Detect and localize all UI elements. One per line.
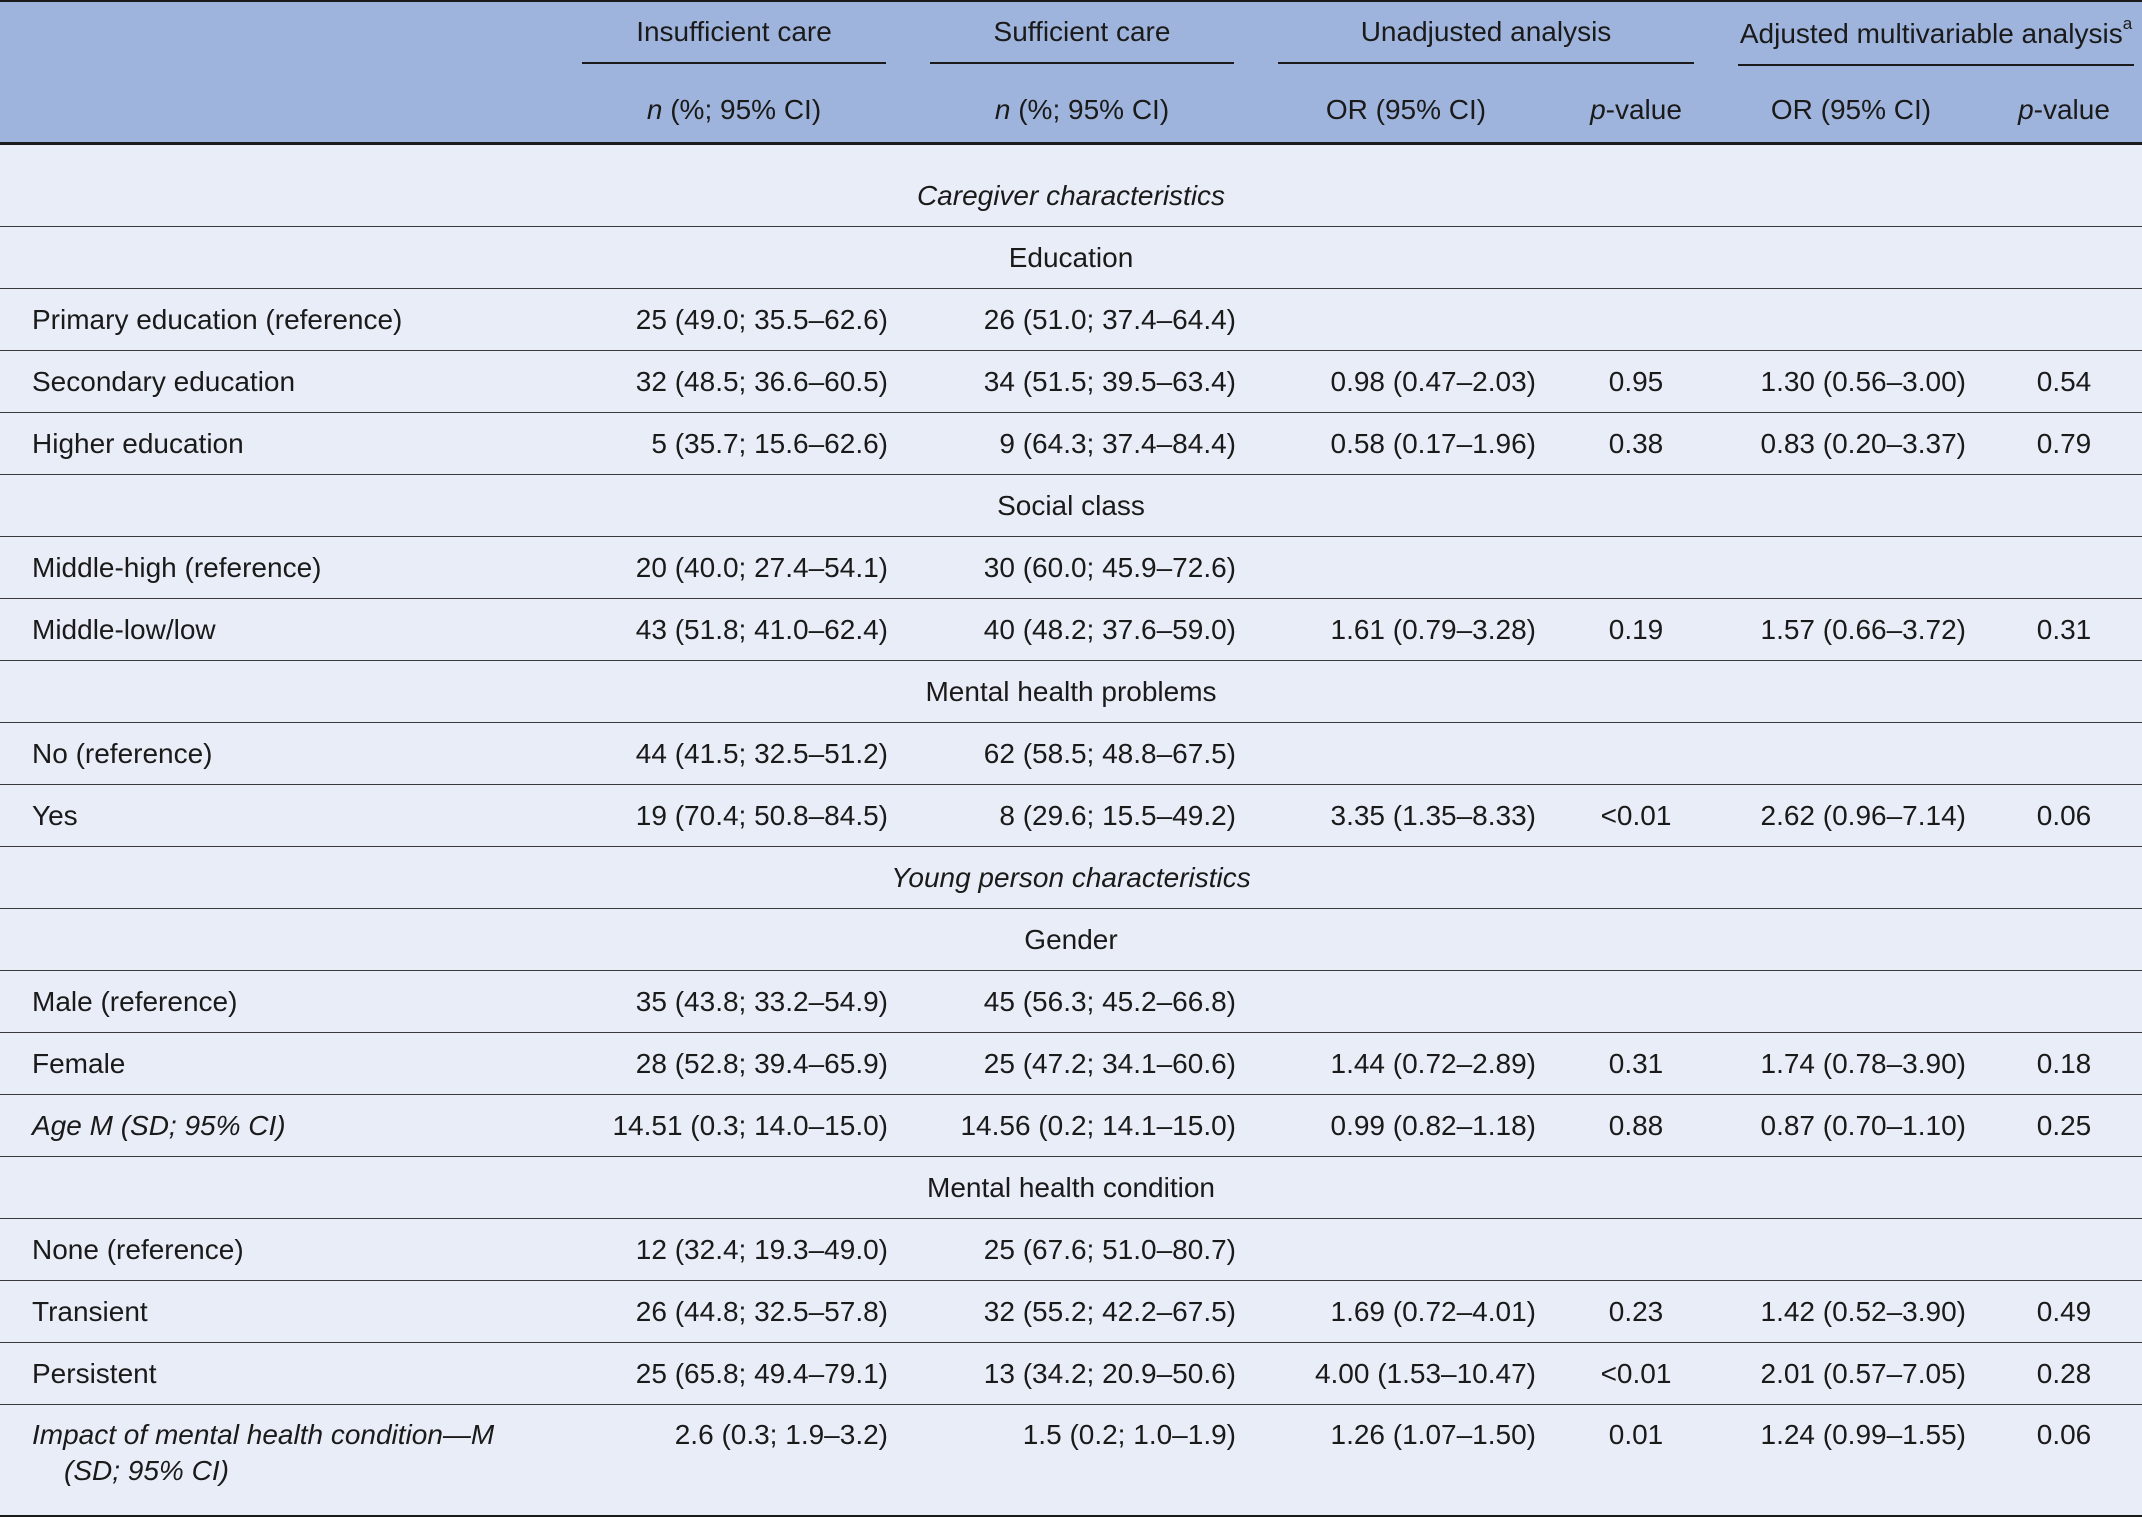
group-gender: Gender: [0, 909, 2142, 971]
header-n-sufficient: n (%; 95% CI): [908, 78, 1256, 144]
section-young-person: Young person characteristics: [0, 847, 2142, 909]
row-label-impact: Impact of mental health condition—M (SD; 95% CI): [0, 1405, 560, 1517]
table-row: Male (reference) 35 (43.8; 33.2–54.9) 45 (56.3; 45.2–66.8): [0, 971, 2142, 1033]
table-row: Middle-low/low 43 (51.8; 41.0–62.4) 40 (48.2; 37.6–59.0) 1.61 (0.79–3.28) 0.19 1.57 (0.66–3.72) 0.31: [0, 599, 2142, 661]
table-row: Secondary education 32 (48.5; 36.6–60.5) 34 (51.5; 39.5–63.4) 0.98 (0.47–2.03) 0.95 1.30 (0.56–3.00) 0.54: [0, 351, 2142, 413]
header-row-groups: [0, 1, 2142, 78]
footnote-marker: a: [2122, 14, 2133, 33]
header-sufficient-care: Sufficient care: [908, 1, 1256, 78]
header-or-adjusted: OR (95% CI): [1716, 78, 1986, 144]
table-body: [0, 144, 2142, 1517]
table-row: No (reference) 44 (41.5; 32.5–51.2) 62 (58.5; 48.8–67.5): [0, 723, 2142, 785]
table-row: Higher education 5 (35.7; 15.6–62.6) 9 (64.3; 37.4–84.4) 0.58 (0.17–1.96) 0.38 0.83 (0.20–3.37) 0.79: [0, 413, 2142, 475]
table-row: Middle-high (reference) 20 (40.0; 27.4–54.1) 30 (60.0; 45.9–72.6): [0, 537, 2142, 599]
header-n-insufficient: n (%; 95% CI): [560, 78, 908, 144]
header-row-subcolumns: [0, 78, 2142, 144]
section-caregiver: Caregiver characteristics: [0, 165, 2142, 227]
group-education: Education: [0, 227, 2142, 289]
group-mental-health-condition: Mental health condition: [0, 1157, 2142, 1219]
table-row: Persistent 25 (65.8; 49.4–79.1) 13 (34.2; 20.9–50.6) 4.00 (1.53–10.47) <0.01 2.01 (0.57–7.05) 0.28: [0, 1343, 2142, 1405]
table-row: Yes 19 (70.4; 50.8–84.5) 8 (29.6; 15.5–49.2) 3.35 (1.35–8.33) <0.01 2.62 (0.96–7.14) 0.06: [0, 785, 2142, 847]
table-row: Primary education (reference) 25 (49.0; 35.5–62.6) 26 (51.0; 37.4–64.4): [0, 289, 2142, 351]
table-row: Impact of mental health condition—M (SD; 95% CI) 2.6 (0.3; 1.9–3.2) 1.5 (0.2; 1.0–1.9) 1.26 (1.07–1.50) 0.01 1.24 (0.99–1.55) 0.06: [0, 1405, 2142, 1517]
header-empty-cell: [0, 78, 560, 144]
header-empty-cell: [0, 1, 560, 78]
header-insufficient-care: Insufficient care: [560, 1, 908, 78]
header-p-unadjusted: p-value: [1556, 78, 1716, 144]
header-adjusted-analysis: Adjusted multivariable analysis$^a$: [1716, 1, 2142, 78]
table-header: [0, 1, 2142, 144]
group-mental-health-problems: Mental health problems: [0, 661, 2142, 723]
table-row: Age M (SD; 95% CI) 14.51 (0.3; 14.0–15.0) 14.56 (0.2; 14.1–15.0) 0.99 (0.82–1.18) 0.88 0.87 (0.70–1.10) 0.25: [0, 1095, 2142, 1157]
header-or-unadjusted: OR (95% CI): [1256, 78, 1556, 144]
group-social-class: Social class: [0, 475, 2142, 537]
table-row: None (reference) 12 (32.4; 19.3–49.0) 25 (67.6; 51.0–80.7): [0, 1219, 2142, 1281]
table-row: Transient 26 (44.8; 32.5–57.8) 32 (55.2; 42.2–67.5) 1.69 (0.72–4.01) 0.23 1.42 (0.52–3.90) 0.49: [0, 1281, 2142, 1343]
header-unadjusted-analysis: Unadjusted analysis: [1256, 1, 1716, 78]
header-p-adjusted: p-value: [1986, 78, 2142, 144]
table-row: Female 28 (52.8; 39.4–65.9) 25 (47.2; 34.1–60.6) 1.44 (0.72–2.89) 0.31 1.74 (0.78–3.90) 0.18: [0, 1033, 2142, 1095]
